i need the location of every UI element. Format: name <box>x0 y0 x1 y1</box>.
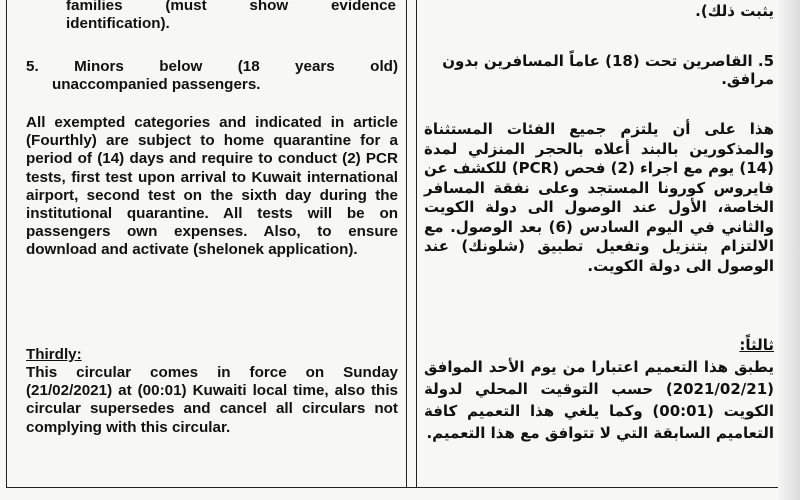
thirdly-heading: Thirdly: <box>26 346 82 363</box>
arabic-exempt-paragraph: هذا على أن يلتزم جميع الفئات المستثناة والمذكورين بالبند أعلاه بالحجر المنزلي لمدة (14) يوم مع اجراء (2) فحص (PCR) للكشف عن فايروس كورونا المستجد وعلى نفقة المسافر الخاصة، الأول عند الوصول الى دولة الكويت والثاني في اليوم السادس (6) بعد الوصول. مع الالتزام بتنزيل وتفعيل تطبيق (شلونك) عند الوصول الى دولة الكويت. <box>424 120 774 275</box>
item5-line2: unaccompanied passengers. <box>52 76 261 94</box>
thirdly-paragraph: This circular comes in force on Sunday (21/02/2021) at (00:01) Kuwaiti local time, also this circular supersedes and cancel all circulars not complying with this circular. <box>26 364 398 436</box>
item5-line1: 5. Minors below (18 years old) <box>26 58 398 75</box>
arabic-top-fragment: يثبت ذلك). <box>695 2 774 20</box>
exempt-paragraph: All exempted categories and indicated in article (Fourthly) are subject to home quarantine for a period of (14) days and require to conduct (2) PCR tests, first test upon arrival to Kuwait international airport, second test on the sixth day during the institutional quarantine. All tests will be on passengers own expenses. Also, to ensure download and activate (shelonek application). <box>26 114 398 259</box>
families-line1: families (must show evidence <box>66 0 396 14</box>
page-edge-shadow <box>778 0 800 500</box>
families-line2: identification). <box>66 15 170 33</box>
arabic-thirdly-paragraph: يطبق هذا التعميم اعتبارا من يوم الأحد الموافق (2021/02/21) حسب التوقيت المحلي لدولة الكويت (00:01) وكما يلغي هذا التعميم كافة التعاميم السابقة التي لا تتوافق مع هذا التعميم. <box>424 358 774 442</box>
arabic-thirdly-heading: ثالثاً: <box>739 336 774 354</box>
arabic-item5: 5. القاصرين تحت (18) عاماً المسافرين بدون مرافق. <box>442 52 774 88</box>
table-border-middle-left <box>406 0 407 488</box>
table-border-bottom <box>6 487 778 488</box>
table-border-middle-right <box>416 0 417 488</box>
table-border-left <box>6 0 7 488</box>
